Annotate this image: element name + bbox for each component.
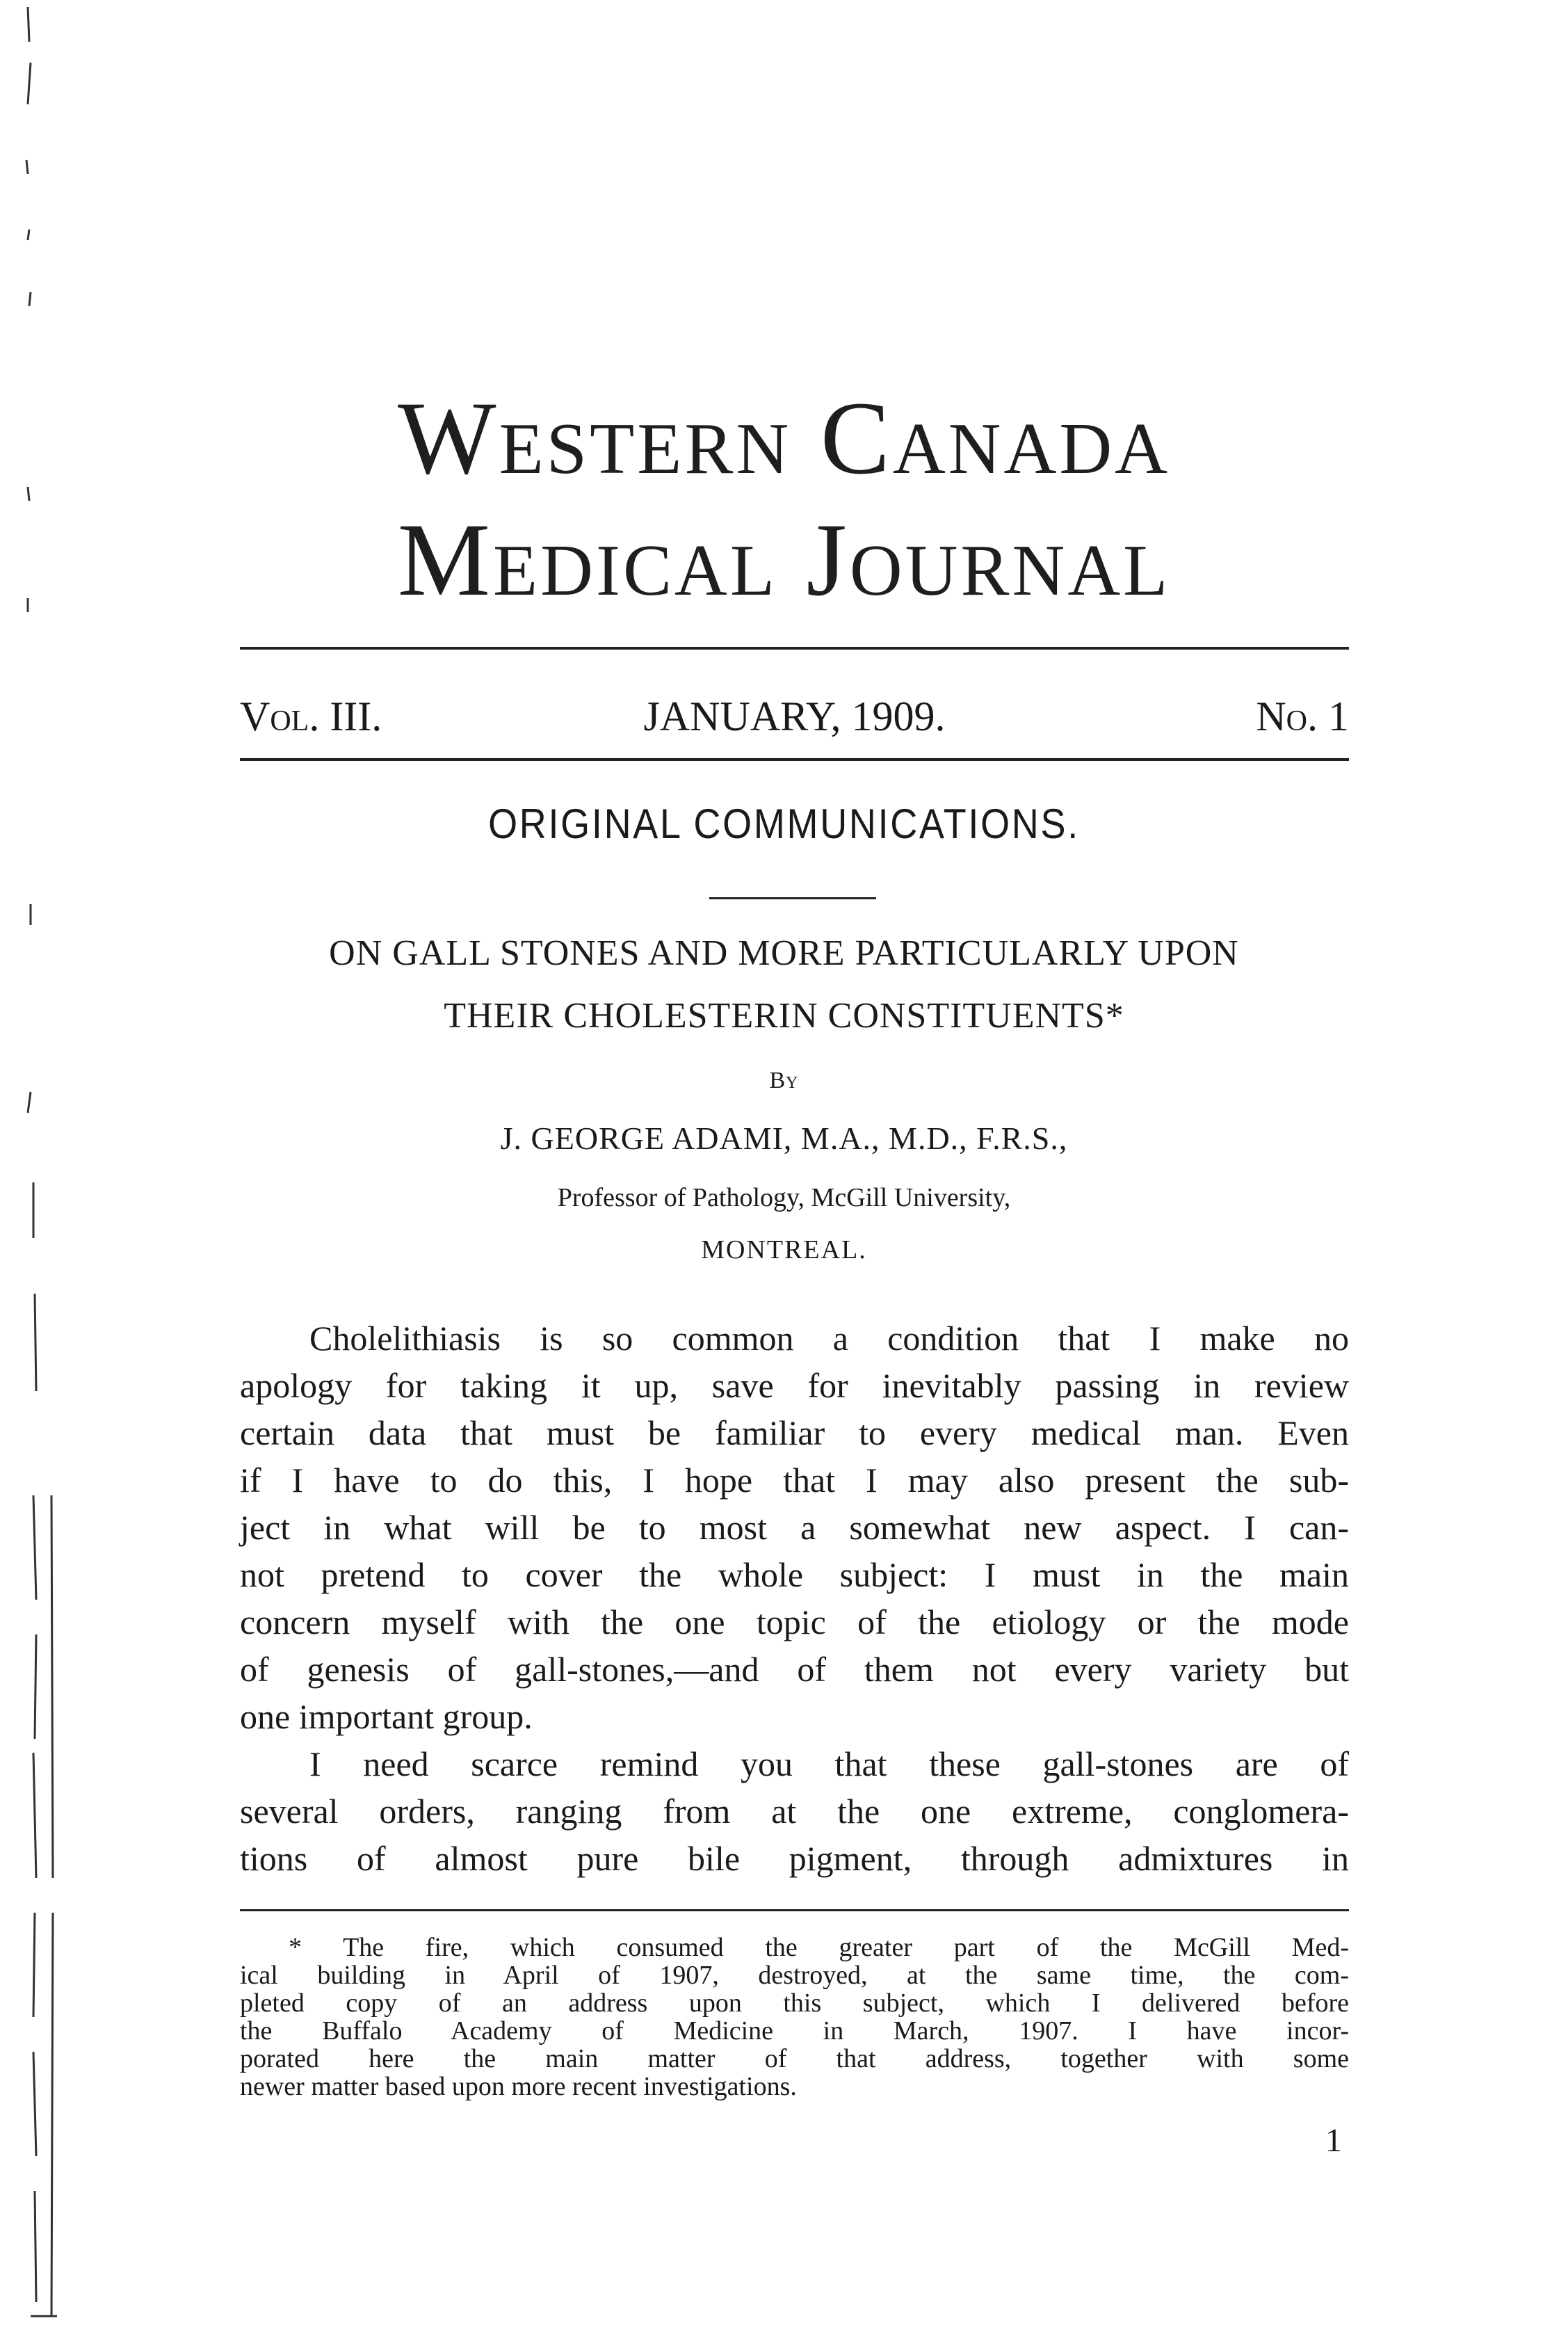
masthead-bottom-rule [240,758,1349,761]
footnote-line: ical building in April of 1907, destroyed, at the same time, the com- [240,1961,1349,1990]
journal-title-line1: Western Canada [398,380,1170,496]
journal-title-line2: Medical Journal [397,502,1171,618]
author-city: MONTREAL. [701,1235,867,1264]
body-line: several orders, ranging from at the one extreme, conglomera- [240,1792,1349,1831]
section-heading: ORIGINAL COMMUNICATIONS. [488,801,1080,847]
body-paragraph-2 [240,1740,1349,1882]
body-line: certain data that must be familiar to every medical man. Even [240,1413,1349,1452]
article-title-line2: THEIR CHOLESTERIN CONSTITUENTS* [444,996,1124,1036]
body-line: concern myself with the one topic of the etiology or the mode [240,1602,1349,1641]
issue-number: No. 1 [1256,693,1349,739]
body-line: ject in what will be to most a somewhat new aspect. I can- [240,1508,1349,1547]
footnote-line: pleted copy of an address upon this subject, which I delivered before [240,1988,1349,2018]
article-title-line1: ON GALL STONES AND MORE PARTICULARLY UPON [329,933,1239,973]
body-line: I need scarce remind you that these gall-stones are of [309,1744,1349,1783]
masthead-top-rule [240,647,1349,650]
footnote [240,1934,1349,2100]
page-number: 1 [1325,2122,1342,2159]
byline-by: By [769,1068,799,1093]
body-line: if I have to do this, I hope that I may also present the sub- [240,1461,1349,1500]
issue-date: JANUARY, 1909. [643,693,946,739]
author-affiliation: Professor of Pathology, McGill University, [557,1183,1011,1212]
footnote-rule [240,1909,1349,1911]
volume-label: Vol. III. [240,693,382,739]
footnote-line: * The fire, which consumed the greater part of the McGill Med- [289,1933,1349,1962]
binding-edge-marks [21,0,63,2330]
body-line: tions of almost pure bile pigment, through admixtures in [240,1839,1349,1878]
body-line: Cholelithiasis is so common a condition that I make no [309,1319,1349,1358]
section-divider [709,897,876,899]
author-name: J. GEORGE ADAMI, M.A., M.D., F.R.S., [500,1120,1068,1156]
footnote-line: newer matter based upon more recent investigations. [240,2072,797,2101]
body-line: not pretend to cover the whole subject: I must in the main [240,1555,1349,1594]
body-line: one important group. [240,1697,533,1736]
body-line: apology for taking it up, save for inevitably passing in review [240,1366,1349,1405]
masthead [240,685,1349,748]
footnote-line: the Buffalo Academy of Medicine in March, 1907. I have incor- [240,2016,1349,2046]
body-line: of genesis of gall-stones,—and of them not every variety but [240,1650,1349,1689]
footnote-line: porated here the main matter of that address, together with some [240,2044,1349,2073]
body-paragraph-1 [240,1315,1349,1740]
